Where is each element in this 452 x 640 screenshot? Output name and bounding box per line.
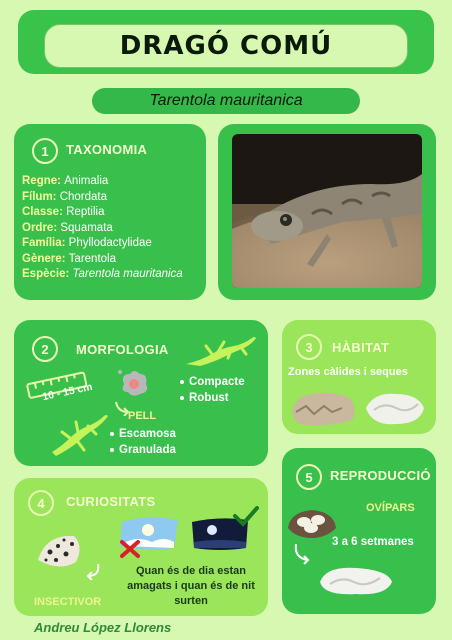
body-traits xyxy=(180,374,245,406)
taxonomy-row: Ordre: Squamata xyxy=(22,221,113,234)
subtitle-banner xyxy=(92,88,360,114)
lizard-icon xyxy=(48,412,110,458)
section-number: 5 xyxy=(296,464,322,490)
trait-item: Escamosa xyxy=(110,426,176,442)
section-title: REPRODUCCIÓ xyxy=(330,468,431,483)
taxonomy-row: Regne: Animalia xyxy=(22,175,109,187)
page-title: DRAGÓ COMÚ xyxy=(119,31,333,61)
section-title: MORFOLOGIA xyxy=(76,342,169,357)
taxonomy-card xyxy=(14,124,206,300)
section-number: 2 xyxy=(32,336,58,362)
habitat-description: Zones càlides i seques xyxy=(288,366,408,378)
title-frame xyxy=(44,24,408,68)
trait-item: Robust xyxy=(180,390,245,406)
reproduction-type: OVÍPARS xyxy=(366,502,415,514)
taxonomy-row: Espècie: Tarentola mauritanica xyxy=(22,268,183,280)
taxonomy-row: Família: Phyllodactylidae xyxy=(22,237,152,249)
author-name: Andreu López Llorens xyxy=(34,620,172,635)
taxonomy-list xyxy=(22,174,183,283)
taxonomy-row: Classe: Reptilia xyxy=(22,206,105,218)
skin-label: PELL xyxy=(128,410,157,422)
check-icon xyxy=(232,504,260,528)
egg-hatching-image xyxy=(316,562,396,598)
diet-label: INSECTIVOR xyxy=(34,596,102,608)
arrow-icon xyxy=(292,542,316,568)
lizard-icon xyxy=(182,330,260,370)
skin-traits xyxy=(110,426,176,458)
curiosity-text: Quan és de dia estan amagats i quan és de nit surten xyxy=(127,565,255,607)
section-number: 1 xyxy=(32,138,58,164)
section-number: 4 xyxy=(28,490,54,516)
taxonomy-row: Gènere: Tarentola xyxy=(22,252,116,265)
incubation-duration: 3 a 6 setmanes xyxy=(332,536,414,548)
size-label: 10 - 15 cm xyxy=(41,380,94,404)
section-title: TAXONOMIA xyxy=(66,142,148,157)
habitat-card xyxy=(282,320,436,434)
curiosities-card xyxy=(14,478,268,616)
scientific-name: Tarentola mauritanica xyxy=(149,92,303,109)
gecko-photo xyxy=(232,134,422,288)
rocks-illustration xyxy=(288,384,428,428)
trait-item: Granulada xyxy=(110,442,176,458)
section-number: 3 xyxy=(296,334,322,360)
arrow-icon xyxy=(84,562,102,580)
reproduction-card xyxy=(282,448,436,614)
morphology-card xyxy=(14,320,268,466)
insects-icon xyxy=(36,530,84,572)
taxonomy-row: Fílum: Chordata xyxy=(22,190,108,203)
cross-icon xyxy=(118,538,144,560)
skin-color-icon xyxy=(116,366,152,400)
section-title: CURIOSITATS xyxy=(66,494,156,509)
eggs-nest-image xyxy=(286,498,338,540)
photo-card xyxy=(218,124,436,300)
trait-item: Compacte xyxy=(180,374,245,390)
section-title: HÀBITAT xyxy=(332,340,390,355)
